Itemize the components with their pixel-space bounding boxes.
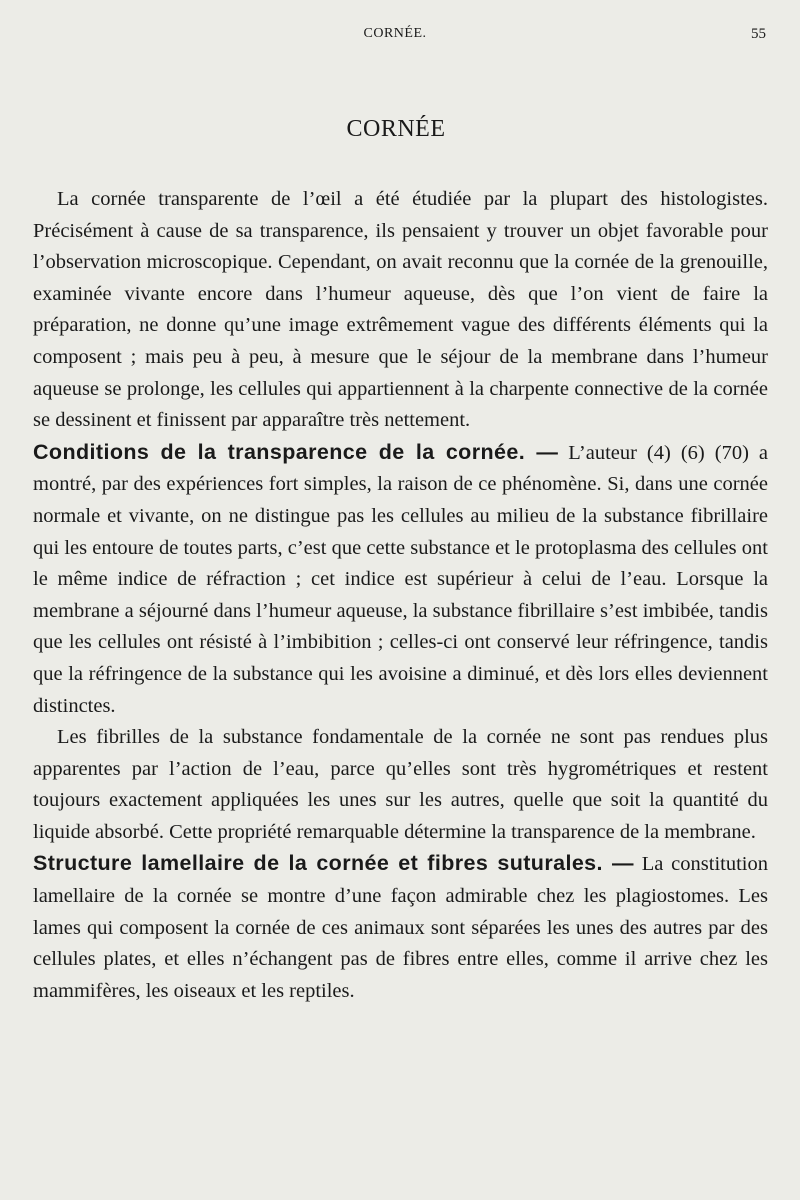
page-number: 55 (751, 26, 766, 42)
paragraph-lamellar (33, 848, 768, 1007)
paragraph-intro: La cornée transparente de l’œil a été étudiée par la plupart des histologistes. Précisément à cause de sa transparence, ils pensaient y trouver un objet favorable pour l’observation microscopique. Cependant, on avait reconnu que la cornée de la grenouille, examinée vivante encore dans l’humeur aqueuse, dès que l’on vient de faire la préparation, ne donne qu’une image extrêmement vague des différents éléments qui la composent ; mais peu à peu, à mesure que le séjour de la membrane dans l’humeur aqueuse se prolonge, les cellules qui appartiennent à la charpente connective de la cornée se dessinent et finissent par apparaître très nettement. (33, 188, 768, 432)
running-title: CORNÉE. (363, 26, 427, 41)
section-text-lamellar: La constitution lamellaire de la cornée se montre d’une façon admirable chez les plagiostomes. Les lames qui composent la cornée de ces animaux sont séparées les unes des autres par des cellules plates, et elles n’échangent pas de fibres entre elles, comme il arrive chez les mammifères, les oiseaux et les reptiles. (33, 853, 768, 1002)
section-heading-lamellar: Structure lamellaire de la cornée et fibres suturales. — (33, 851, 634, 876)
body-text (33, 184, 768, 1007)
paragraph-fibrils: Les fibrilles de la substance fondamentale de la cornée ne sont pas rendues plus apparentes par l’action de l’eau, parce qu’elles sont très hygrométriques et restent toujours exactement appliquées les unes sur les autres, quelle que soit la quantité du liquide absorbé. Cette propriété remarquable détermine la transparence de la membrane. (33, 726, 768, 843)
section-heading-transparency: Conditions de la transparence de la cornée. — (33, 439, 559, 464)
paragraph-transparency (33, 437, 768, 722)
chapter-title: CORNÉE (346, 116, 446, 142)
section-text-transparency: L’auteur (4) (6) (70) a montré, par des expériences fort simples, la raison de ce phénomène. Si, dans une cornée normale et vivante, on ne distingue pas les cellules au milieu de la substance fibrillaire qui les entoure de toutes parts, c’est que cette substance et le protoplasma des cellules ont le même indice de réfraction ; cet indice est supérieur à celui de l’eau. Lorsque la membrane a séjourné dans l’humeur aqueuse, la substance fibrillaire s’est imbibée, tandis que les cellules ont résisté à l’imbibition ; celles-ci ont conservé leur réfringence, tandis que la réfringence de la substance qui les avoisine a diminué, et dès lors elles deviennent distinctes. (33, 441, 768, 717)
running-head (0, 26, 800, 50)
